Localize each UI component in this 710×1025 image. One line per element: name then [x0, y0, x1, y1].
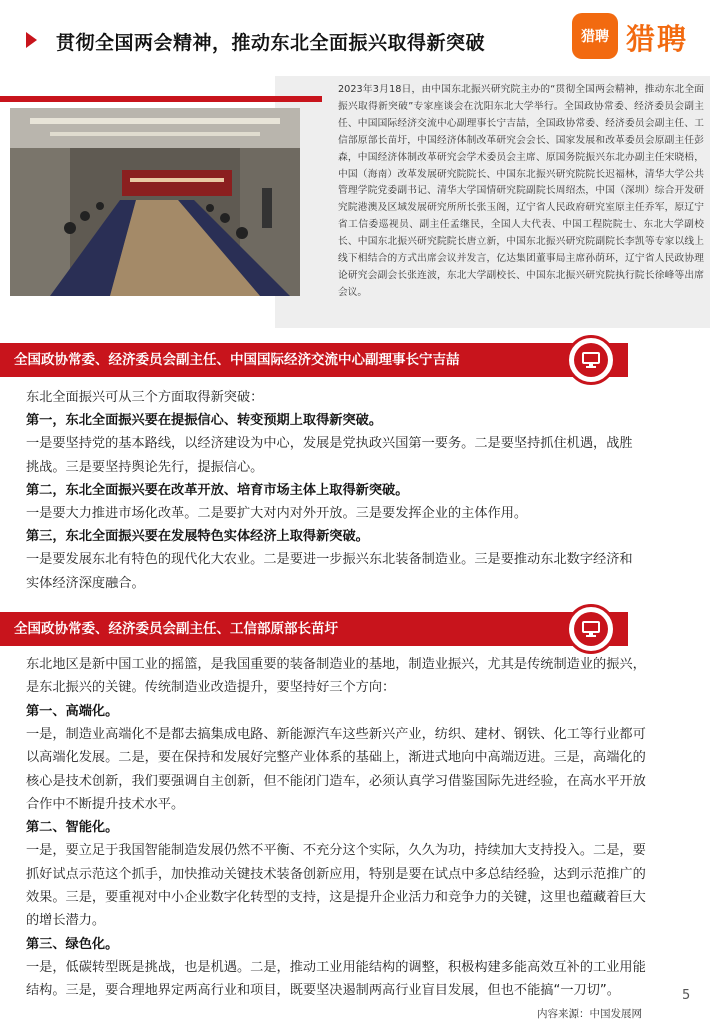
monitor-icon: [574, 612, 608, 646]
logo-badge-text: 猎聘: [581, 29, 609, 45]
paragraph-line: 实体经济深度融合。: [26, 575, 145, 591]
paragraph-line: 挑战。三是要坚持舆论先行，提振信心。: [26, 459, 264, 475]
page-number: 5: [682, 988, 691, 1003]
paragraph-line: 是东北振兴的关键。传统制造业改造提升，要坚持好三个方向：: [26, 680, 396, 696]
intro-paragraph: 2023年3月18日，由中国东北振兴研究院主办的“贯彻全国两会精神，推动东北全面振兴取得新突破”专家座谈会在沈阳东北大学举行。全国政协常委、经济委员会副主任、中国国际经济交流中心副理事长宁吉喆，全国政协常委、经济委员会副主任、工信部原部长苗圩，中国经济体制改革研究会会长、国家发展和改革委员会原副主任彭森，中国经济体制改革研究会学术委员会主席、原国务院振兴东北办副主任宋晓梧，中国（海南）改革发展研究院院长、中国东北振兴研究院院长迟福林，清华大学公共管理学院党委副书记、清华大学国情研究院副院长周绍杰，中国（深圳）综合开发研究院港澳及区域发展研究所所长张玉阁，辽宁省人民政府研究室原主任乔军，原辽宁省工信委巡视员、副主任孟继民，全国人大代表、中国工程院院士、东北大学副校长、中国东北振兴研究院院长唐立新，中国东北振兴研究院副院长李凯等专家以线上线下相结合的方式出席会议并发言，亿达集团董事局主席孙荫环，辽宁省人民政协理论研究会副会长张连波，东北大学副校长、中国东北振兴研究院执行院长徐峰等出席会议。: [338, 84, 704, 298]
paragraph-line: 抓好试点示范这个抓手，加快推动关键技术装备创新应用，特别是要在试点中多总结经验，达到示范推广的: [26, 866, 646, 882]
paragraph-line: 以高端化发展。二是，要在保持和发展好完整产业体系的基础上，渐进式地向中高端迈进。三是，高端化的: [26, 750, 646, 766]
section-subheading: 第二、智能化。: [26, 820, 119, 836]
paragraph-line: 的增长潜力。: [26, 913, 106, 929]
paragraph-line: 东北全面振兴可从三个方面取得新突破：: [26, 390, 264, 405]
paragraph-line: 结构。三是，要合理地界定两高行业和项目，既要坚决遏制两高行业盲目发展，但也不能搞“一刀切”。: [26, 983, 620, 999]
paragraph-line: 合作中不断提升技术水平。: [26, 796, 185, 812]
section2-badge: [566, 604, 616, 654]
section1-title: 全国政协常委、经济委员会副主任、中国国际经济交流中心副理事长宁吉喆: [14, 352, 460, 368]
section2-header: [0, 612, 628, 646]
section-subheading: 第二，东北全面振兴要在改革开放、培育市场主体上取得新突破。: [26, 482, 409, 498]
paragraph-line: 一是要坚持党的基本路线，以经济建设为中心，发展是党执政兴国第一要务。二是要坚持抓住机遇，战胜: [26, 436, 633, 452]
paragraph-line: 核心是技术创新，我们要强调自主创新，但不能闭门造车，必须认真学习借鉴国际先进经验，在高水平开放: [26, 773, 646, 789]
section-subheading: 第一、高端化。: [26, 703, 119, 719]
section2-title: 全国政协常委、经济委员会副主任、工信部原部长苗圩: [14, 621, 338, 637]
meeting-photo: [10, 108, 300, 296]
monitor-icon: [574, 343, 608, 377]
paragraph-line: 一是，要立足于我国智能制造发展仍然不平衡、不充分这个实际，久久为功，持续加大支持投入。二是，要: [26, 843, 646, 859]
paragraph-line: 一是要发展东北有特色的现代化大农业。二是要进一步振兴东北装备制造业。三是要推动东北数字经济和: [26, 552, 633, 568]
paragraph-line: 一是要大力推进市场化改革。二是要扩大对内对外开放。三是要发挥企业的主体作用。: [26, 506, 528, 521]
source-note: 内容来源：中国发展网: [537, 1008, 642, 1020]
logo-text: 猎聘: [626, 22, 689, 56]
paragraph-line: 一是，制造业高端化不是都去搞集成电路、新能源汽车这些新兴产业，纺织、建材、钢铁、化工等行业都可: [26, 726, 646, 742]
section1-header: [0, 343, 628, 377]
liepin-logo-icon: [572, 13, 618, 59]
section-subheading: 第一，东北全面振兴要在提振信心、转变预期上取得新突破。: [26, 413, 383, 429]
section-subheading: 第三，东北全面振兴要在发展特色实体经济上取得新突破。: [26, 529, 369, 545]
paragraph-line: 东北地区是新中国工业的摇篮，是我国重要的装备制造业的基地，制造业振兴，尤其是传统制造业的振兴，: [26, 657, 646, 672]
section-subheading: 第三、绿色化。: [26, 936, 119, 952]
paragraph-line: 效果。三是，要重视对中小企业数字化转型的支持，这是提升企业活力和竞争力的关键，这里也蕴藏着巨大: [26, 890, 646, 905]
section1-badge: [566, 335, 616, 385]
page-title: 贯彻全国两会精神，推动东北全面振兴取得新突破: [56, 32, 486, 54]
intro-red-bar: [0, 96, 322, 102]
title-arrow-icon: [26, 32, 37, 48]
paragraph-line: 一是，低碳转型既是挑战，也是机遇。二是，推动工业用能结构的调整，积极构建多能高效互补的工业用能: [26, 959, 646, 975]
